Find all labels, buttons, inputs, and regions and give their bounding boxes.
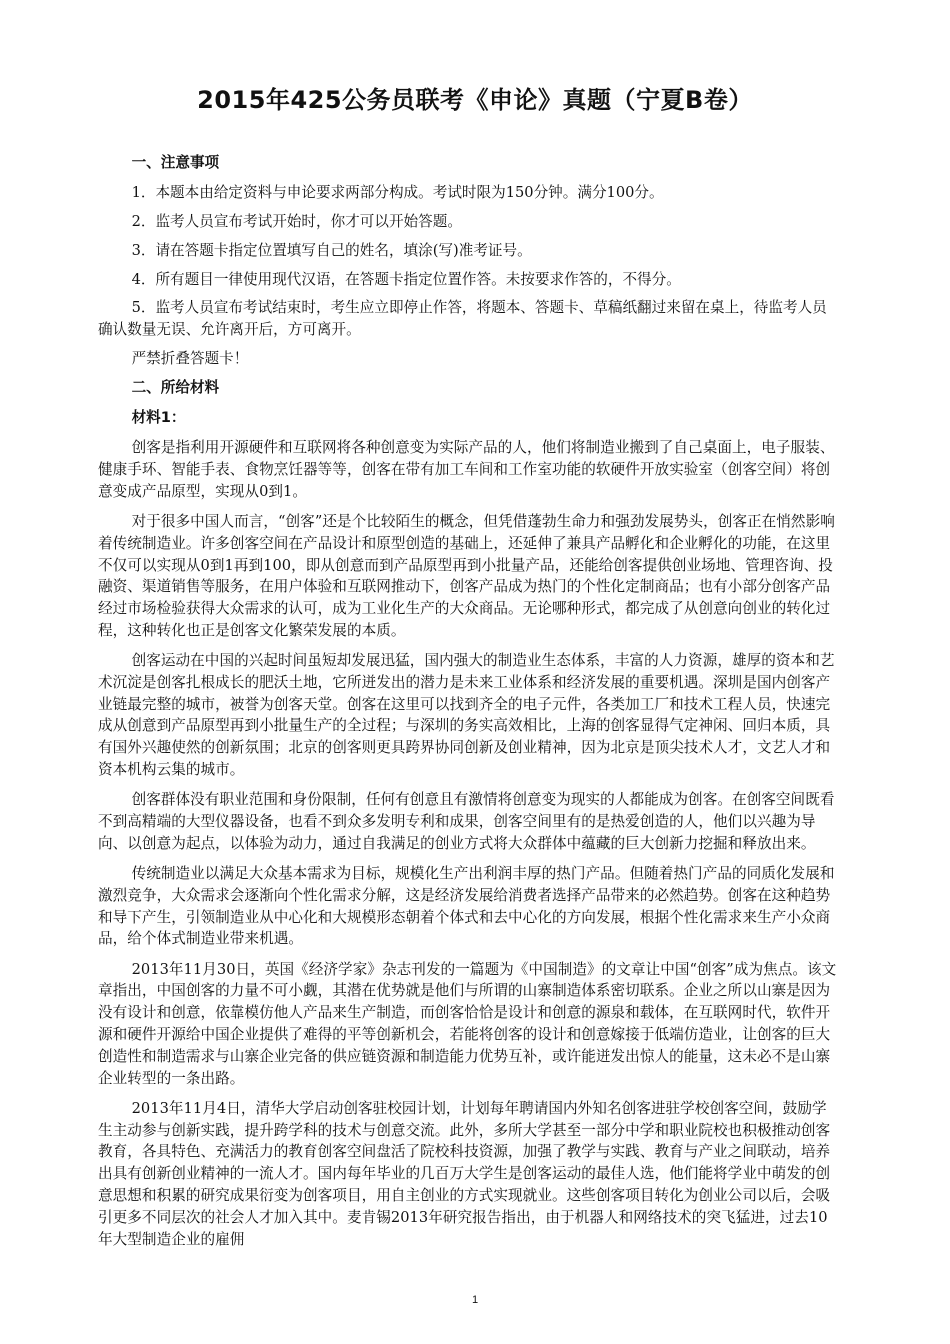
notice-item-3: 3．请在答题卡指定位置填写自己的姓名，填涂(写)准考证号。 bbox=[131, 241, 532, 259]
notice-item-4: 4．所有题目一律使用现代汉语，在答题卡指定位置作答。未按要求作答的，不得分。 bbox=[131, 270, 681, 288]
material-paragraph: 2013年11月4日，清华大学启动创客驻校园计划，计划每年聘请国内外知名创客进驻学校创客空间，鼓励学生主动参与创新实践，提升跨学科的技术与创意交流。此外，多所大学甚至一部分中学和职业院校也积极推动创客教育，各具特色、充满活力的教育创客空间盘活了院校科技资源，加强了教学与实践、教育与产业之间联动，培养出具有创新创业精神的一流人才。国内每年毕业的几百万大学生是创客运动的最佳人选，他们能将学业中萌发的创意思想和积累的研究成果衍变为创客项目，用自主创业的方式实现就业。这些创客项目转化为创业公司以后，会吸引更多不同层次的社会人才加入其中。麦肯锡2013年研究报告指出，由于机器人和网络技术的突飞猛进，过去10年大型制造企业的雇佣 bbox=[98, 1099, 831, 1248]
material-paragraph: 创客群体没有职业范围和身份限制，任何有创意且有激情将创意变为现实的人都能成为创客。在创客空间既看不到高精端的大型仪器设备，也看不到众多发明专利和成果，创客空间里有的是热爱创造的人，他们以兴趣为导向、以创意为起点，以体验为动力，通过自我满足的创业方式将大众群体中蕴藏的巨大创新力挖掘和释放出来。 bbox=[98, 791, 835, 852]
material-label: 材料1： bbox=[131, 408, 186, 426]
material-paragraph: 创客运动在中国的兴起时间虽短却发展迅猛，国内强大的制造业生态体系，丰富的人力资源，雄厚的资本和艺术沉淀是创客扎根成长的肥沃土地，它所迸发出的潜力是未来工业体系和经济发展的重要机遇。深圳是国内创客产业链最完整的城市，被誉为创客天堂。创客在这里可以找到齐全的电子元件，各类加工厂和技术工程人员，快速完成从创意到产品原型再到小批量生产的全过程；与深圳的务实高效相比，上海的创客显得气定神闲、回归本质，具有国外兴趣使然的创新氛围；北京的创客则更具跨界协同创新及创业精神，因为北京是顶尖技术人才，文艺人才和资本机构云集的城市。 bbox=[98, 652, 835, 779]
notice-item-2: 2．监考人员宣布考试开始时，你才可以开始答题。 bbox=[131, 212, 462, 230]
notice-warning: 严禁折叠答题卡！ bbox=[131, 349, 249, 367]
notice-item-5: 5．监考人员宣布考试结束时，考生应立即停止作答，将题本、答题卡、草稿纸翻过来留在桌上，待监考人员确认数量无误、允许离开后，方可离开。 bbox=[98, 299, 827, 339]
material-paragraph: 对于很多中国人而言，“创客”还是个比较陌生的概念，但凭借蓬勃生命力和强劲发展势头，创客正在悄然影响着传统制造业。许多创客空间在产品设计和原型创造的基础上，还延伸了兼具产品孵化和企业孵化的功能，在这里不仅可以实现从0到1再到100，即从创意而到产品原型再到小批量产品，还能给创客提供创业场地、管理咨询、投融资、渠道销售等服务，在用户体验和互联网推动下，创客产品成为热门的个性化定制商品；也有小部分创客产品经过市场检验获得大众需求的认可，成为工业化生产的大众商品。无论哪种形式，都完成了从创意向创业的转化过程，这种转化也正是创客文化繁荣发展的本质。 bbox=[98, 512, 835, 639]
material-paragraph: 2013年11月30日，英国《经济学家》杂志刊发的一篇题为《中国制造》的文章让中国“创客”成为焦点。该文章指出，中国创客的力量不可小觑，其潜在优势就是他们与所谓的山寨制造体系密切联系。企业之所以山寨是因为没有设计和创意，依靠模仿他人产品来生产制造，而创客恰恰是设计和创意的源泉和载体，在互联网时代，软件开源和硬件开源给中国企业提供了难得的平等创新机会，若能将创客的设计和创意嫁接于低端仿造业，让创客的巨大创造性和制造需求与山寨企业完备的供应链资源和制造能力优势互补，或许能迸发出惊人的能量，这未必不是山寨企业转型的一条出路。 bbox=[98, 960, 837, 1087]
material-paragraph: 传统制造业以满足大众基本需求为目标，规模化生产出利润丰厚的热门产品。但随着热门产品的同质化发展和激烈竞争，大众需求会逐渐向个性化需求分解，这是经济发展给消费者选择产品带来的必然趋势。创客在这种趋势和导下产生，引领制造业从中心化和大规模形态朝着个体式和去中心化的方向发展，根据个性化需求来生产小众商品，给个体式制造业带来机遇。 bbox=[98, 865, 835, 948]
material-paragraph: 创客是指利用开源硬件和互联网将各种创意变为实际产品的人，他们将制造业搬到了自己桌面上，电子服装、健康手环、智能手表、食物烹饪器等等，创客在带有加工车间和工作室功能的软硬件开放实验室（创客空间）将创意变成产品原型，实现从0到1。 bbox=[98, 439, 835, 500]
notice-heading: 一、注意事项 bbox=[131, 154, 220, 171]
page-number: 1 bbox=[471, 1294, 479, 1306]
materials-heading: 二、所给材料 bbox=[131, 378, 220, 396]
document-body bbox=[98, 152, 840, 1259]
notice-item-1: 1．本题本由给定资料与申论要求两部分构成。考试时限为150分钟。满分100分。 bbox=[131, 184, 664, 202]
document-title: 2015年425公务员联考《申论》真题（宁夏B卷） bbox=[197, 86, 753, 114]
